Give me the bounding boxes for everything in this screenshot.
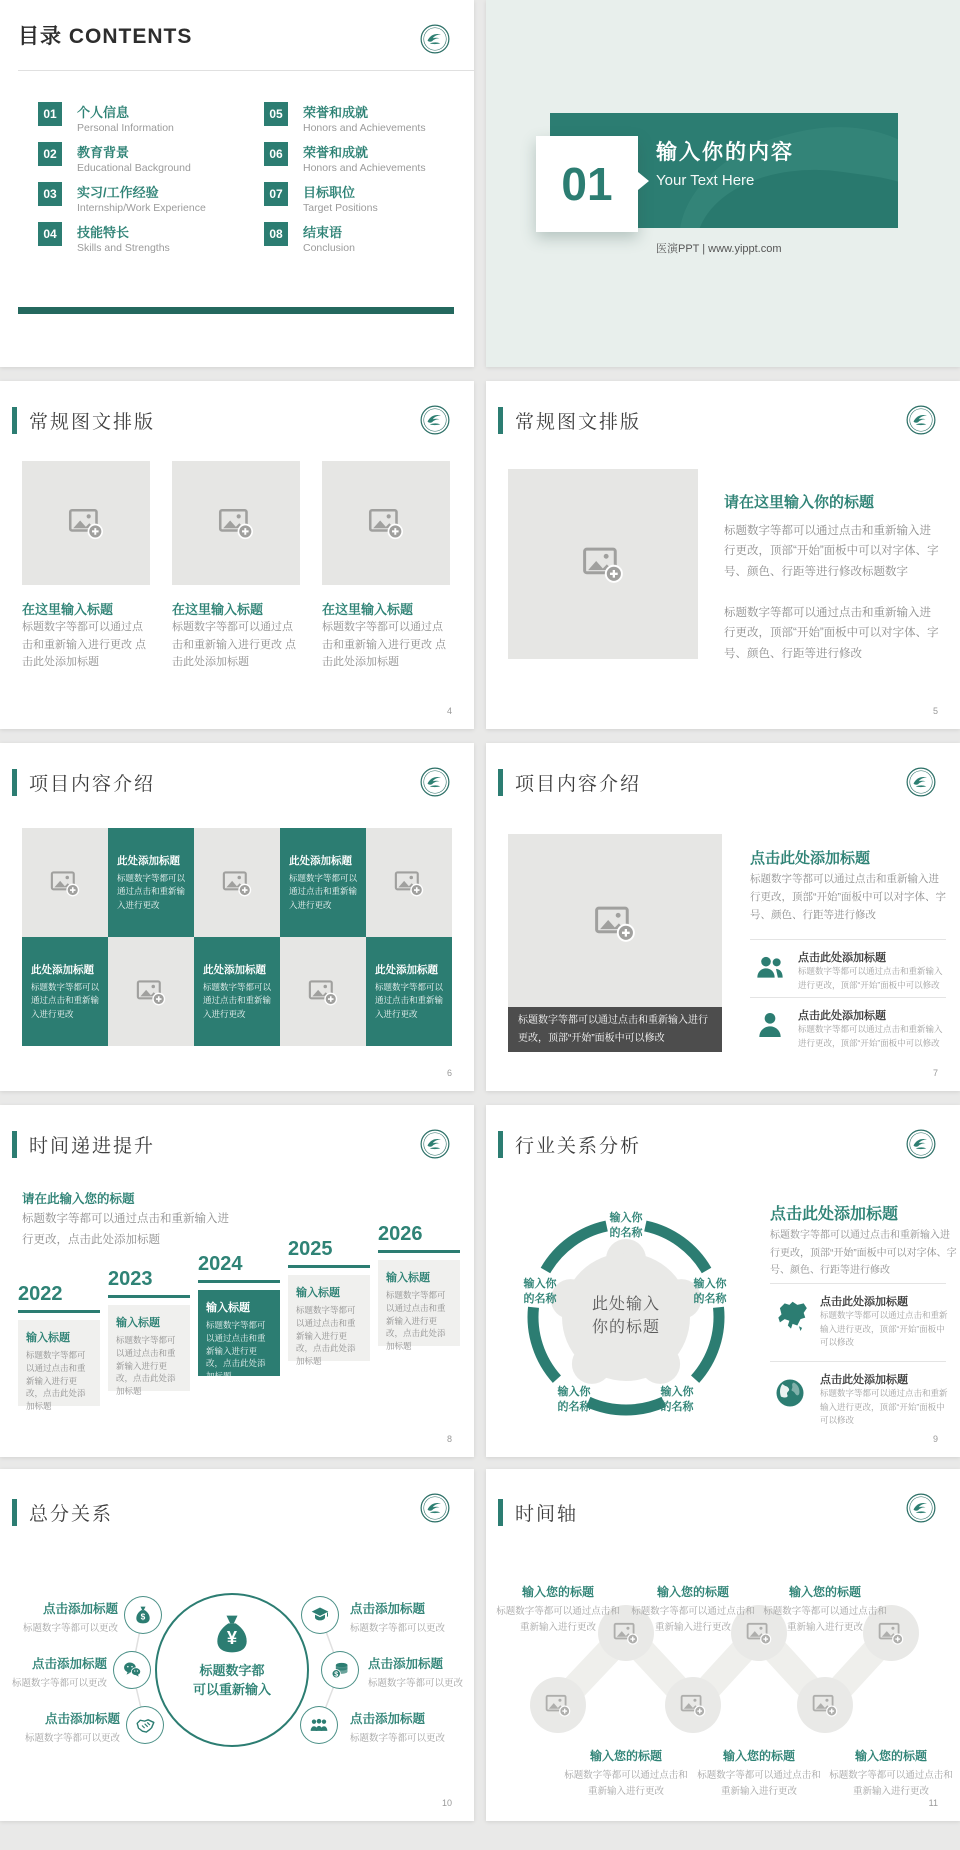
graduate-icon xyxy=(310,1605,330,1625)
slide-title: 总分关系 xyxy=(29,1504,114,1525)
timeline-label: 输入您的标题 标题数字等都可以通过点击和重新输入进行更改 xyxy=(829,1749,953,1797)
divider-line xyxy=(750,997,946,998)
contents-title xyxy=(18,20,192,50)
text-cell: 此处添加标题 标题数字等都可以通过点击和重新输入进行更改 xyxy=(280,828,366,937)
node-label: 输入你的名称 xyxy=(557,1386,591,1413)
contents-item-04: 04 技能特长 Skills and Strengths xyxy=(38,222,264,262)
section-title: 输入你的内容 xyxy=(656,141,794,164)
paragraph: 标题数字等都可以通过点击和重新输入进行更改，顶部“开始”面板中可以对字体、字号、颜色、行距等进行修改 xyxy=(750,873,946,921)
image-placeholder-icon xyxy=(545,1692,571,1718)
timeline-label: 输入您的标题 标题数字等都可以通过点击和重新输入进行更改 xyxy=(697,1749,821,1797)
page-number: 4 xyxy=(446,706,452,716)
image-placeholder-icon xyxy=(68,505,104,541)
list-item-title: 点击此处添加标题 xyxy=(798,952,886,964)
school-logo-icon xyxy=(906,405,936,435)
year-label: 2024 xyxy=(198,1253,280,1283)
item-number-badge: 08 xyxy=(264,222,288,246)
image-placeholder-icon xyxy=(218,505,254,541)
item-number-badge: 02 xyxy=(38,142,62,166)
contents-item-06: 06 荣誉和成就 Honors and Achievements xyxy=(264,142,474,182)
contents-list xyxy=(38,102,474,262)
image-placeholder xyxy=(22,461,150,585)
image-placeholder xyxy=(508,834,722,1052)
paragraph: 标题数字等都可以通过点击和重新输入进行更改，顶部“开始”面板中可以对字体、字号、颜色、行距等进行修改 xyxy=(724,607,939,660)
school-logo-icon xyxy=(906,1129,936,1159)
image-placeholder-icon xyxy=(136,977,166,1007)
icon-circle xyxy=(124,1596,162,1634)
paragraph: 标题数字等都可以通过点击和重新输入进行更改，顶部“开始”面板中可以对字体、字号、颜色、行距等进行修改标题数字 xyxy=(724,525,939,578)
image-placeholder xyxy=(508,469,698,659)
item-title: 在这里输入标题 xyxy=(22,602,114,617)
item-body: 标题数字等都可以通过点击和重新输入进行更改 点击此处添加标题 xyxy=(172,621,297,669)
page-number: 9 xyxy=(932,1434,938,1444)
brand-watermark: 医演PPT | www.yippt.com xyxy=(656,243,782,255)
lead-paragraph: 标题数字等都可以通过点击和重新输入进行更改，点击此处添加标题 xyxy=(22,1213,229,1246)
timeline-step-2024 xyxy=(198,1253,280,1381)
people-pair-icon xyxy=(754,951,786,983)
people-group-icon xyxy=(309,1715,329,1735)
timeline-label: 输入您的标题 标题数字等都可以通过点击和重新输入进行更改 xyxy=(631,1585,755,1633)
item-title: 在这里输入标题 xyxy=(322,602,414,617)
list-item-body: 标题数字等都可以通过点击和重新输入进行更改，顶部“开始”面板中可以修改 xyxy=(820,1388,948,1426)
image-placeholder-icon xyxy=(812,1692,838,1718)
block-heading: 点击此处添加标题 xyxy=(750,850,871,867)
image-placeholder-icon xyxy=(50,868,80,898)
year-label: 2025 xyxy=(288,1238,370,1268)
slide-title: 时间轴 xyxy=(515,1504,579,1525)
step-box: 输入标题 标题数字等都可以通过点击和重新输入进行更改，点击此处添加标题 xyxy=(378,1260,460,1346)
node-label: 输入你的名称 xyxy=(609,1212,643,1239)
person-icon xyxy=(754,1009,786,1041)
page-number: 8 xyxy=(446,1434,452,1444)
slide-card-zigzag-timeline[interactable] xyxy=(486,1469,960,1821)
school-logo-icon xyxy=(420,767,450,797)
slide-card-steps[interactable] xyxy=(0,1105,474,1457)
timeline-label: 输入您的标题 标题数字等都可以通过点击和重新输入进行更改 xyxy=(496,1585,620,1633)
diagram-center-title: 此处输入 你的标题 xyxy=(591,1296,660,1337)
timeline-label: 输入您的标题 标题数字等都可以通过点击和重新输入进行更改 xyxy=(564,1749,688,1797)
icon-circle xyxy=(113,1651,151,1689)
item-number-badge: 05 xyxy=(264,102,288,126)
contents-item-05: 05 荣誉和成就 Honors and Achievements xyxy=(264,102,474,142)
text-cell: 此处添加标题 标题数字等都可以通过点击和重新输入进行更改 xyxy=(366,937,452,1046)
title-accent-bar xyxy=(498,407,503,434)
image-placeholder xyxy=(108,937,194,1046)
image-placeholder xyxy=(280,937,366,1046)
icon-circle xyxy=(321,1651,359,1689)
image-placeholder xyxy=(366,828,452,937)
branch-label: 点击添加标题 标题数字等都可以更改 xyxy=(368,1657,464,1689)
branch-label: 点击添加标题 标题数字等都可以更改 xyxy=(22,1602,118,1634)
slide-card-layout-left[interactable] xyxy=(0,381,474,729)
school-logo-icon xyxy=(420,405,450,435)
node-label: 输入你的名称 xyxy=(523,1278,557,1305)
page-number: 5 xyxy=(932,706,938,716)
image-placeholder xyxy=(22,828,108,937)
icon-circle xyxy=(301,1596,339,1634)
slide-card-project-right[interactable] xyxy=(486,743,960,1091)
school-logo-icon xyxy=(420,1129,450,1159)
title-accent-bar xyxy=(12,1131,17,1158)
icon-circle xyxy=(126,1706,164,1744)
image-placeholder-icon xyxy=(222,868,252,898)
central-text: 标题数字都 可以重新输入 xyxy=(192,1663,271,1697)
money-bag-dollar-icon xyxy=(133,1605,153,1625)
branch-label: 点击添加标题 标题数字等都可以更改 xyxy=(350,1602,446,1634)
item-number-badge: 03 xyxy=(38,182,62,206)
money-bag-yen-icon xyxy=(210,1612,254,1656)
image-placeholder xyxy=(322,461,450,585)
branch-label: 点击添加标题 标题数字等都可以更改 xyxy=(350,1712,446,1744)
text-cell: 此处添加标题 标题数字等都可以通过点击和重新输入进行更改 xyxy=(22,937,108,1046)
title-accent-bar xyxy=(498,1499,503,1526)
branch-label: 点击添加标题 标题数字等都可以更改 xyxy=(24,1712,120,1744)
contents-item-07: 07 目标职位 Target Positions xyxy=(264,182,474,222)
section-number: 01 xyxy=(561,158,613,210)
slide-title: 常规图文排版 xyxy=(515,412,642,433)
slide-card-layout-right[interactable] xyxy=(486,381,960,729)
contents-item-01: 01 个人信息 Personal Information xyxy=(38,102,264,142)
timeline-step-2023 xyxy=(108,1268,190,1396)
contents-item-08: 08 结束语 Conclusion xyxy=(264,222,474,262)
school-logo-icon xyxy=(420,24,450,54)
coins-icon xyxy=(330,1660,350,1680)
item-body: 标题数字等都可以通过点击和重新输入进行更改 点击此处添加标题 xyxy=(22,621,147,669)
list-item-body: 标题数字等都可以通过点击和重新输入进行更改，顶部“开始”面板中可以修改 xyxy=(820,1310,948,1348)
checkerboard-grid xyxy=(22,828,452,1046)
section-number-box xyxy=(536,136,638,232)
timeline-step-2026 xyxy=(378,1223,460,1351)
image-placeholder-icon xyxy=(680,1692,706,1718)
item-number-badge: 04 xyxy=(38,222,62,246)
china-map-icon xyxy=(772,1297,810,1335)
timeline-label: 输入您的标题 标题数字等都可以通过点击和重新输入进行更改 xyxy=(763,1585,887,1633)
year-label: 2026 xyxy=(378,1223,460,1253)
slide-title: 项目内容介绍 xyxy=(29,774,156,795)
image-placeholder-icon xyxy=(368,505,404,541)
title-accent-bar xyxy=(498,769,503,796)
slide-title: 时间递进提升 xyxy=(29,1136,156,1157)
list-item-title: 点击此处添加标题 xyxy=(798,1010,886,1022)
page-number: 6 xyxy=(446,1068,452,1078)
block-heading: 请在这里输入你的标题 xyxy=(724,494,875,511)
item-number-badge: 01 xyxy=(38,102,62,126)
year-label: 2022 xyxy=(18,1283,100,1313)
slide-title: 项目内容介绍 xyxy=(515,774,642,795)
page-number: 10 xyxy=(441,1798,452,1808)
school-logo-icon xyxy=(906,767,936,797)
slide-card-total-part[interactable] xyxy=(0,1469,474,1821)
list-item-body: 标题数字等都可以通过点击和重新输入进行更改，顶部“开始”面板中可以修改 xyxy=(798,1024,943,1048)
item-title: 在这里输入标题 xyxy=(172,602,264,617)
item-number-badge: 06 xyxy=(264,142,288,166)
text-cell: 此处添加标题 标题数字等都可以通过点击和重新输入进行更改 xyxy=(108,828,194,937)
list-item-title: 点击此处添加标题 xyxy=(820,1374,908,1386)
contents-title-zh: 目录 xyxy=(18,25,62,48)
contents-title-en: CONTENTS xyxy=(68,25,193,48)
school-logo-icon xyxy=(906,1493,936,1523)
bottom-accent-bar xyxy=(18,307,454,314)
block-heading: 点击此处添加标题 xyxy=(770,1206,899,1223)
contents-item-02: 02 教育背景 Educational Background xyxy=(38,142,264,182)
image-caption: 标题数字等都可以通过点击和重新输入进行更改，顶部“开始”面板中可以修改 xyxy=(508,1007,722,1052)
year-label: 2023 xyxy=(108,1268,190,1298)
branch-label: 点击添加标题 标题数字等都可以更改 xyxy=(11,1657,107,1689)
slide-card-industry[interactable] xyxy=(486,1105,960,1457)
image-placeholder-icon xyxy=(594,902,636,944)
node-label: 输入你的名称 xyxy=(693,1278,727,1305)
slide-card-project-left[interactable] xyxy=(0,743,474,1091)
slide-title: 行业关系分析 xyxy=(515,1136,642,1157)
step-box: 输入标题 标题数字等都可以通过点击和重新输入进行更改，点击此处添加标题 xyxy=(108,1305,190,1391)
wechat-icon xyxy=(122,1660,142,1680)
step-box: 输入标题 标题数字等都可以通过点击和重新输入进行更改，点击此处添加标题 xyxy=(288,1275,370,1361)
divider-line xyxy=(750,939,946,940)
slide-card-section-divider[interactable] xyxy=(486,0,960,367)
title-accent-bar xyxy=(12,407,17,434)
arrow-right-icon xyxy=(638,172,649,190)
contents-item-03: 03 实习/工作经验 Internship/Work Experience xyxy=(38,182,264,222)
list-item-body: 标题数字等都可以通过点击和重新输入进行更改，顶部“开始”面板中可以修改 xyxy=(798,966,943,990)
item-body: 标题数字等都可以通过点击和重新输入进行更改 点击此处添加标题 xyxy=(322,621,447,669)
divider-line xyxy=(770,1283,946,1284)
globe-icon xyxy=(772,1375,808,1411)
divider-line xyxy=(18,70,474,71)
title-accent-bar xyxy=(12,769,17,796)
central-circle xyxy=(155,1593,309,1747)
step-box: 输入标题 标题数字等都可以通过点击和重新输入进行更改，点击此处添加标题 xyxy=(18,1320,100,1406)
slide-card-contents[interactable] xyxy=(0,0,474,367)
text-cell: 此处添加标题 标题数字等都可以通过点击和重新输入进行更改 xyxy=(194,937,280,1046)
timeline-step-2022 xyxy=(18,1283,100,1411)
list-item-title: 点击此处添加标题 xyxy=(820,1296,908,1308)
image-placeholder-icon xyxy=(582,543,624,585)
page-number: 11 xyxy=(928,1798,938,1808)
image-placeholder-icon xyxy=(394,868,424,898)
block-heading: 请在此输入您的标题 xyxy=(22,1192,135,1206)
handshake-icon xyxy=(135,1715,156,1736)
node-label: 输入你的名称 xyxy=(660,1386,694,1413)
page-number: 7 xyxy=(932,1068,938,1078)
icon-circle xyxy=(300,1706,338,1744)
section-subtitle: Your Text Here xyxy=(656,172,755,189)
timeline-step-2025 xyxy=(288,1238,370,1366)
divider-line xyxy=(770,1361,946,1362)
slide-title: 常规图文排版 xyxy=(29,412,156,433)
title-accent-bar xyxy=(498,1131,503,1158)
paragraph: 标题数字等都可以通过点击和重新输入进行更改，顶部“开始”面板中可以对字体、字号、颜色、行距等进行修改 xyxy=(770,1230,957,1276)
image-placeholder xyxy=(194,828,280,937)
image-placeholder-icon xyxy=(308,977,338,1007)
item-number-badge: 07 xyxy=(264,182,288,206)
image-placeholder xyxy=(172,461,300,585)
step-box: 输入标题 标题数字等都可以通过点击和重新输入进行更改，点击此处添加标题 xyxy=(198,1290,280,1376)
